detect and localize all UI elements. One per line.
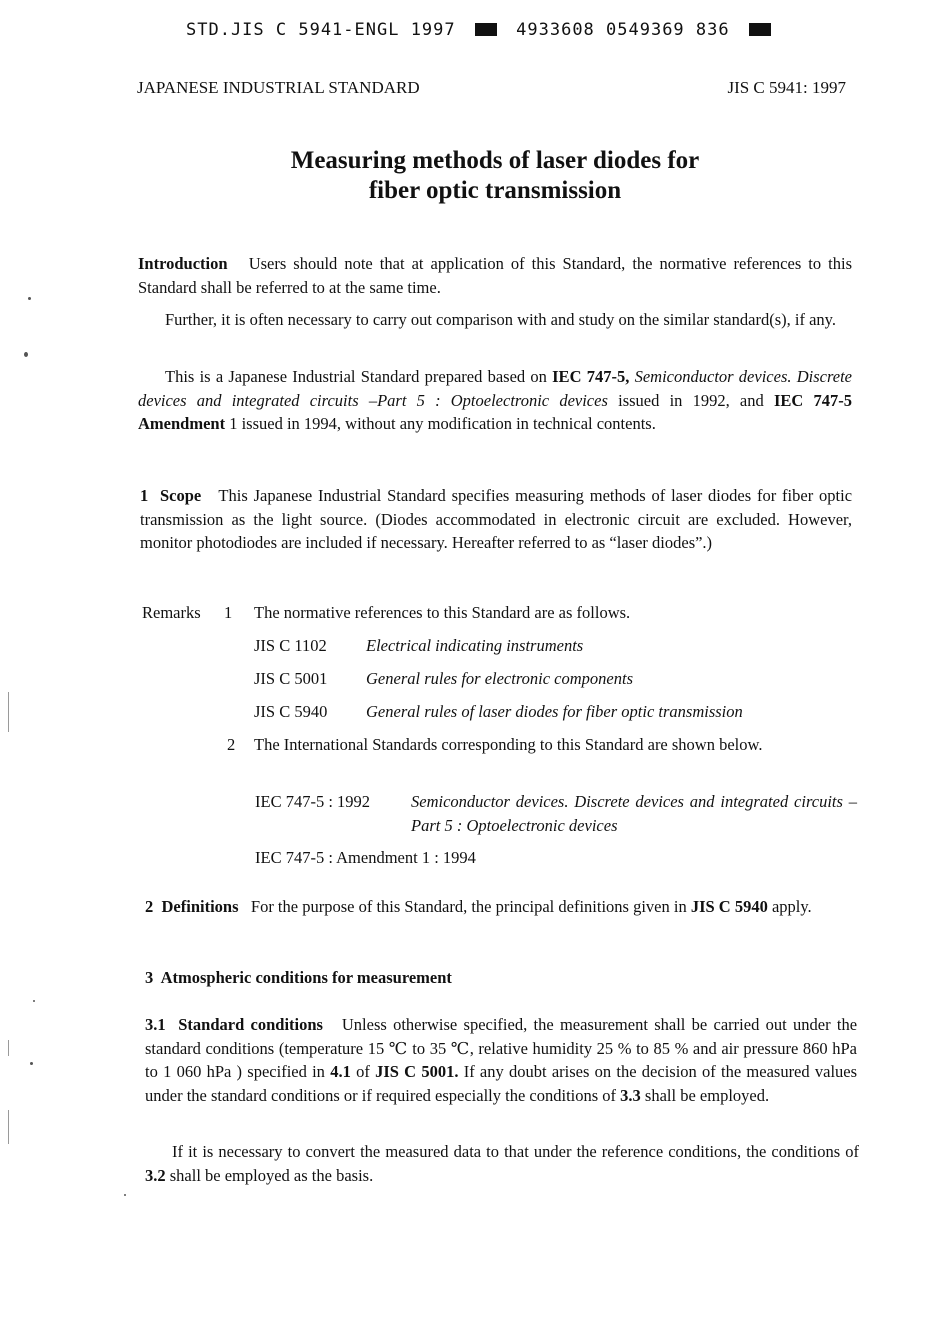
standard-conditions-text-of: of	[356, 1062, 370, 1081]
definitions-heading: Definitions	[161, 897, 239, 916]
reference-conditions-ref-3-2: 3.2	[145, 1165, 166, 1185]
iec-reference-code: IEC 747-5 : 1992	[255, 792, 371, 811]
scan-header	[186, 20, 779, 40]
reference-conditions-text-a: If it is necessary to convert the measured data to that under the reference conditions, the conditions of	[172, 1142, 859, 1161]
remarks-label: Remarks	[142, 603, 201, 622]
scan-mark	[8, 692, 9, 732]
header-standard-label: JAPANESE INDUSTRIAL STANDARD	[137, 78, 420, 97]
atmospheric-heading: Atmospheric conditions for measurement	[160, 968, 452, 987]
iec-amendment-reference: IEC 747-5 : Amendment 1 : 1994	[255, 848, 476, 867]
standard-conditions-ref-clause: 4.1	[330, 1062, 351, 1081]
reference-code: JIS C 1102	[254, 636, 327, 655]
introduction-text-1: Users should note that at application of this Standard, the normative references to this Standard shall be referred to at the same time.	[138, 254, 853, 297]
standard-conditions-ref-std: JIS C 5001.	[375, 1062, 459, 1081]
standard-conditions-ref-3-3: 3.3	[620, 1085, 641, 1105]
intro-p3-text-c: 1 issued in 1994, without any modification in technical contents.	[229, 414, 656, 433]
intro-p3-text-a: This is a Japanese Industrial Standard prepared based on	[165, 367, 547, 386]
reference-code: JIS C 5001	[254, 669, 328, 688]
scan-header-numbers: 4933608 0549369 836	[516, 20, 730, 40]
standard-conditions-text-c: shall be employed.	[644, 1085, 770, 1105]
intro-p3-text-b: issued in 1992, and	[618, 390, 764, 410]
definitions-number: 2	[145, 897, 154, 916]
definitions-text-b: apply.	[771, 897, 812, 916]
remarks-number-1: 1	[224, 603, 233, 622]
reference-conditions-text-b: shall be employed as the basis.	[169, 1165, 374, 1185]
definitions-ref: JIS C 5940	[690, 897, 768, 916]
definitions-text-a: For the purpose of this Standard, the principal definitions given in	[250, 897, 687, 916]
scan-mark	[8, 1110, 9, 1144]
scan-header-code: STD.JIS C 5941-ENGL 1997	[186, 20, 456, 40]
intro-p3-ref-title: Semiconductor devices. Discrete devices and integrated circuits –Part 5 : Optoelectronic devices	[138, 367, 853, 410]
introduction-paragraph-3	[138, 365, 852, 436]
reference-title: General rules of laser diodes for fiber optic transmission	[366, 702, 743, 721]
iec-reference-title: Semiconductor devices. Discrete devices and integrated circuits – Part 5 : Optoelectronic devices	[411, 792, 857, 835]
introduction-paragraph-2	[138, 308, 852, 332]
remarks-text-2: The International Standards corresponding to this Standard are shown below.	[254, 735, 763, 754]
scan-block-mark	[749, 23, 771, 36]
reference-title: General rules for electronic components	[366, 669, 633, 688]
header-standard-number: JIS C 5941: 1997	[727, 78, 846, 97]
remarks-text-1: The normative references to this Standard are as follows.	[254, 603, 631, 622]
scan-speck	[33, 1000, 35, 1002]
intro-p3-ref-iec: IEC 747-5,	[552, 367, 630, 386]
introduction-paragraph-1	[138, 252, 852, 299]
title-line-1: Measuring methods of laser diodes for	[290, 147, 700, 174]
definitions-section	[145, 895, 857, 919]
scan-speck	[30, 1062, 33, 1065]
scope-heading: Scope	[159, 486, 202, 505]
standard-conditions-text-b: If any doubt arises on the decision of the measured values under the standard conditions or if required especially the conditions of	[145, 1062, 858, 1105]
intro-p3-ref-amendment: IEC 747-5 Amendment	[138, 390, 853, 433]
scope-text: This Japanese Industrial Standard specifies measuring methods of laser diodes for fiber optic transmission as the light source. (Diodes accommodated in electronic circuit are excluded. However, monitor photodiodes are included if necessary. Hereafter referred to as “laser diodes”.)	[140, 486, 853, 552]
scan-speck	[124, 1194, 126, 1196]
reference-conditions-paragraph	[145, 1140, 859, 1187]
scope-section	[140, 484, 852, 555]
standard-conditions-number: 3.1	[145, 1015, 166, 1034]
standard-conditions-section	[145, 1013, 857, 1107]
scan-speck	[28, 297, 31, 300]
scan-mark	[8, 1040, 9, 1056]
atmospheric-section-heading	[145, 966, 452, 990]
scan-speck	[24, 352, 28, 357]
standard-conditions-text-a: Unless otherwise specified, the measurement shall be carried out under the standard conditions (temperature 15 ℃ to 35 ℃, relative humidity 25 % to 85 % and air pressure 860 hPa to 1 060 hPa ) specified in	[145, 1015, 858, 1081]
introduction-text-2: Further, it is often necessary to carry out comparison with and study on the similar standard(s), if any.	[165, 310, 836, 329]
reference-code: JIS C 5940	[254, 702, 328, 721]
page-title	[0, 146, 950, 206]
remarks-number-2: 2	[227, 735, 236, 754]
scan-block-mark	[475, 23, 497, 36]
scope-number: 1	[140, 486, 149, 505]
introduction-heading: Introduction	[138, 254, 228, 273]
title-line-2: fiber optic transmission	[368, 177, 622, 204]
reference-title: Electrical indicating instruments	[366, 636, 584, 655]
atmospheric-number: 3	[145, 968, 154, 987]
standard-conditions-heading: Standard conditions	[178, 1015, 323, 1034]
